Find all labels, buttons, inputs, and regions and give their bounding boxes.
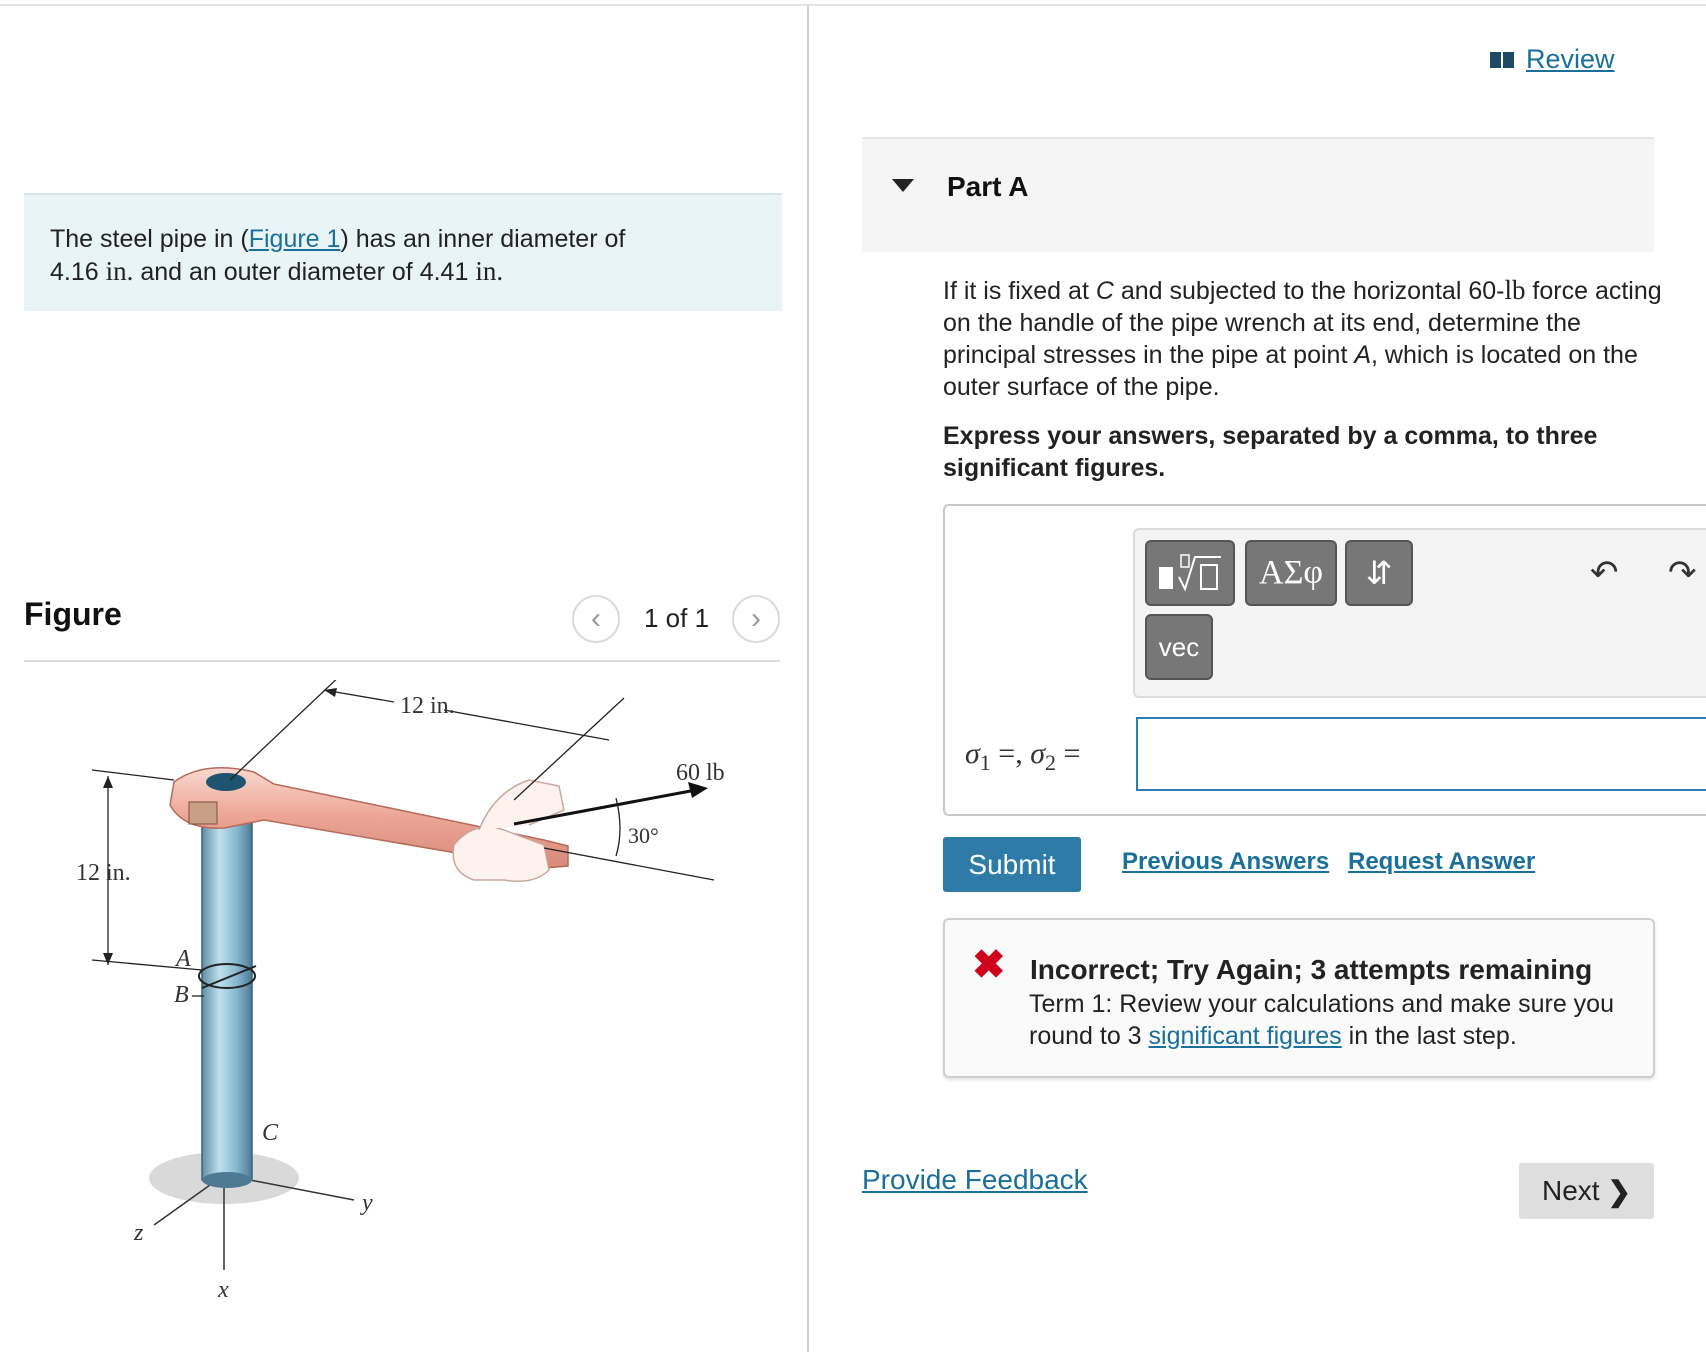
answer-instructions: Express your answers, separated by a comma, to three significant figures. xyxy=(943,422,1598,482)
inner-diameter-unit: in. xyxy=(105,256,134,286)
length-label: 12 in. xyxy=(400,693,455,719)
part-title: Part A xyxy=(947,171,1029,202)
height-label: 12 in. xyxy=(76,860,131,886)
feedback-body: Term 1: Review your calculations and make sure you round to 3 significant figures in the last step. xyxy=(1029,990,1614,1050)
collapse-caret-icon[interactable] xyxy=(892,179,914,192)
inner-diameter-value: 4.16 xyxy=(50,258,99,286)
figure-pager xyxy=(572,595,782,647)
pipe-base xyxy=(202,1172,252,1188)
pipe-wrench-figure xyxy=(24,680,794,1320)
angle-arc xyxy=(616,798,620,856)
next-figure-button[interactable] xyxy=(732,595,780,643)
intro-text: The steel pipe in ( xyxy=(50,225,249,253)
wrench-nut xyxy=(189,802,217,824)
axis-y-label: y xyxy=(362,1190,373,1216)
pane-divider[interactable] xyxy=(807,6,809,1352)
next-button-label: Next xyxy=(1541,1175,1600,1206)
question-text: If it is fixed at C and subjected to the horizontal 60-lb force acting on the handle of the pipe wrench at its end, determine the principal stresses in the pipe at point A, which is located on the outer surface of the pipe. xyxy=(943,275,1662,401)
intro-text: ) has an inner diameter of xyxy=(340,225,626,253)
steel-pipe xyxy=(202,802,252,1180)
submit-button[interactable]: Submit xyxy=(943,837,1081,892)
feedback-message xyxy=(943,918,1655,1078)
answer-label: $\sigma_1$ =, $\sigma_2$ = xyxy=(965,737,1081,775)
undo-icon[interactable]: ↶ xyxy=(1590,554,1619,592)
templates-button[interactable] xyxy=(1145,540,1235,606)
previous-answers-link[interactable]: Previous Answers xyxy=(1122,848,1330,875)
point-a-label: A xyxy=(176,946,191,972)
significant-figures-link[interactable]: significant figures xyxy=(1148,1022,1342,1050)
figure-page-count: 1 of 1 xyxy=(644,603,710,633)
figure-divider xyxy=(24,660,780,662)
templates-icon xyxy=(1155,551,1225,595)
wrench-jaw xyxy=(206,773,246,791)
outer-diameter-unit: in. xyxy=(475,256,504,286)
provide-feedback-link[interactable]: Provide Feedback xyxy=(862,1164,1088,1195)
next-button[interactable] xyxy=(1519,1163,1654,1219)
feedback-title: Incorrect; Try Again; 3 attempts remaining xyxy=(1030,954,1593,985)
figure-title: Figure xyxy=(24,596,122,632)
angle-label: 30° xyxy=(628,823,659,848)
vec-button[interactable]: vec xyxy=(1145,614,1213,680)
request-answer-link[interactable]: Request Answer xyxy=(1348,848,1536,875)
outer-diameter-value: 4.41 xyxy=(419,258,469,286)
chevron-right-icon: › xyxy=(751,602,761,635)
force-label: 60 lb xyxy=(676,760,725,786)
point-c-ref: C xyxy=(1095,277,1114,305)
redo-icon[interactable]: ↷ xyxy=(1668,554,1697,592)
book-icon xyxy=(1490,50,1516,70)
answer-input[interactable] xyxy=(1136,717,1706,791)
point-a-ref: A xyxy=(1354,341,1372,369)
prev-figure-button[interactable] xyxy=(572,595,620,643)
point-c-label: C xyxy=(262,1120,279,1146)
force-unit: lb xyxy=(1504,275,1526,305)
chevron-right-icon: ❯ xyxy=(1607,1175,1632,1207)
arrows-button[interactable]: ⇵ xyxy=(1345,540,1413,606)
problem-intro xyxy=(24,193,782,311)
chevron-left-icon: ‹ xyxy=(591,602,601,635)
review-link-label[interactable]: Review xyxy=(1526,44,1615,74)
hand xyxy=(453,827,549,881)
review-link[interactable] xyxy=(1490,44,1615,75)
top-border xyxy=(0,4,1706,6)
greek-symbols-button[interactable]: ΑΣφ xyxy=(1245,540,1337,606)
figure-1-link[interactable]: Figure 1 xyxy=(248,225,341,253)
axis-z-label: z xyxy=(134,1220,144,1246)
part-a-header[interactable] xyxy=(862,137,1654,252)
math-toolbar xyxy=(1133,528,1706,698)
point-b-label: B xyxy=(174,982,189,1008)
intro-text: and an outer diameter of xyxy=(133,258,420,286)
incorrect-x-icon: ✖ xyxy=(972,943,1006,987)
axis-x-label: x xyxy=(218,1277,229,1303)
